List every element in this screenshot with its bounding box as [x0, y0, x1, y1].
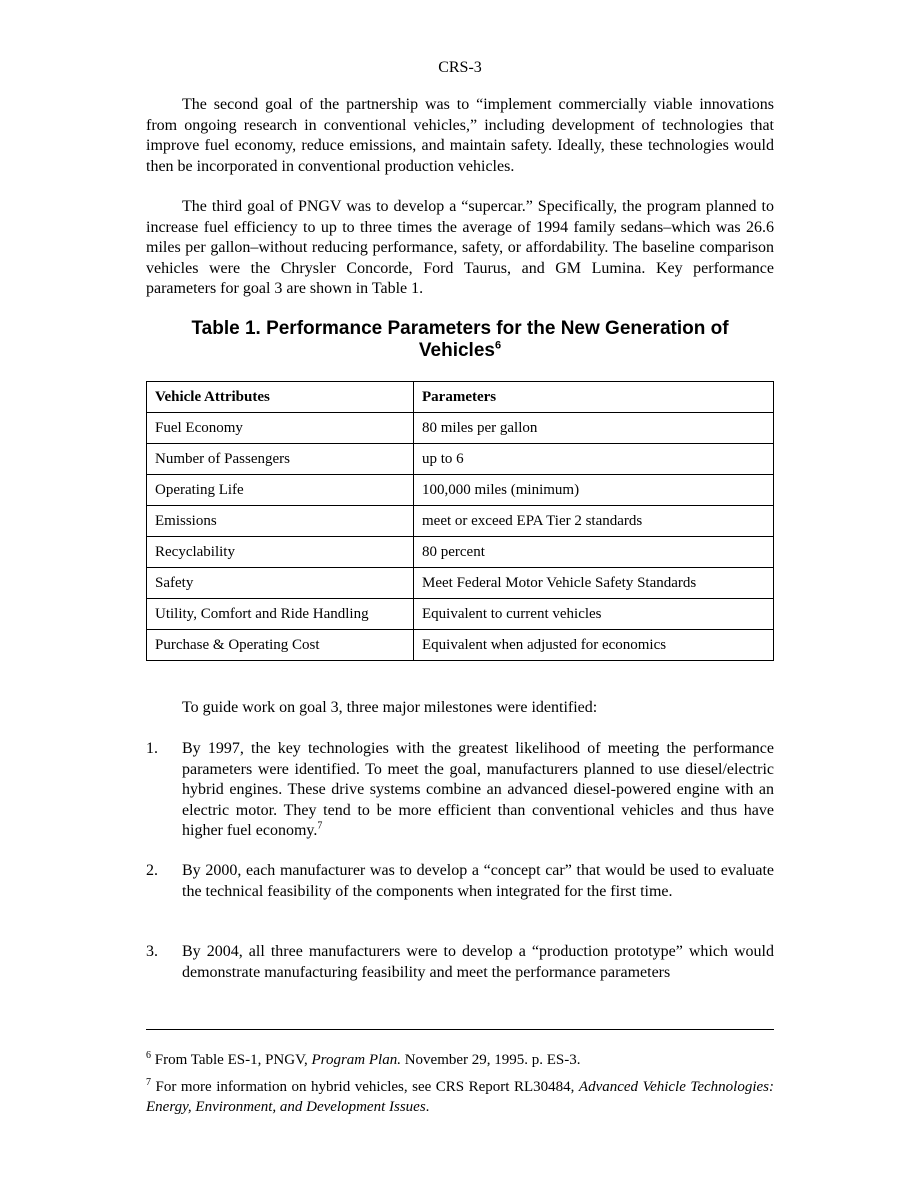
footnote-text: November 29, 1995. p. ES-3.: [400, 1052, 581, 1068]
milestone-text: By 1997, the key technologies with the greatest likelihood of meeting the performance parameters were identified. To meet the goal, manufacturers planned to use diesel/electric hybrid engines. These drive systems combine an advanced diesel-powered engine with an electric motor. They tend to be more efficient than conventional vehicles and thus have higher fuel economy.: [182, 740, 774, 839]
footnote-text: From Table ES-1, PNGV,: [151, 1052, 312, 1068]
milestone-text: By 2000, each manufacturer was to develop a “concept car” that would be used to evaluate the technical feasibility of the components when integrated for the first time.: [182, 862, 774, 900]
table-cell-attribute: Number of Passengers: [147, 444, 414, 475]
table-title: [146, 318, 774, 362]
table-cell-parameter: up to 6: [414, 444, 774, 475]
milestone-number: 1.: [146, 740, 158, 757]
table-row: [147, 599, 774, 630]
milestone-text: By 2004, all three manufacturers were to develop a “production prototype” which would demonstrate manufacturing feasibility and meet the performance parameters: [182, 943, 774, 981]
table-cell-parameter: 100,000 miles (minimum): [414, 475, 774, 506]
table-cell-attribute: Safety: [147, 568, 414, 599]
table-row: [147, 568, 774, 599]
paragraph-second-goal: The second goal of the partnership was to “implement commercially viable innovations from ongoing research in conventional vehicles,” including development of technologies that improve fuel economy, reduce emissions, and maintain safety. Ideally, these technologies would then be incorporated in conventional production vehicles.: [146, 96, 774, 175]
footnote-6: [146, 1050, 774, 1070]
milestone-item: [146, 942, 774, 983]
milestone-item: [146, 739, 774, 842]
table-cell-parameter: 80 miles per gallon: [414, 413, 774, 444]
table-cell-parameter: 80 percent: [414, 537, 774, 568]
footnote-7: [146, 1077, 774, 1117]
footnote-text: .: [425, 1099, 430, 1115]
table-row: [147, 537, 774, 568]
table-row: [147, 630, 774, 661]
table-cell-attribute: Operating Life: [147, 475, 414, 506]
table-row: [147, 444, 774, 475]
table-title-line2: Vehicles: [418, 340, 495, 361]
milestone-item: [146, 861, 774, 902]
table-cell-parameter: Equivalent to current vehicles: [414, 599, 774, 630]
table-header-cell: Parameters: [414, 382, 774, 413]
table-row: [147, 413, 774, 444]
footnote-italic: Advanced Vehicle Technologies: Energy, Environment, and Development Issues: [146, 1079, 774, 1115]
table-cell-attribute: Purchase & Operating Cost: [147, 630, 414, 661]
footnote-text: For more information on hybrid vehicles, see CRS Report RL30484,: [151, 1079, 579, 1095]
table-header-cell: Vehicle Attributes: [147, 382, 414, 413]
table-cell-parameter: meet or exceed EPA Tier 2 standards: [414, 506, 774, 537]
footnote-italic: Program Plan.: [311, 1052, 401, 1068]
footnote-mark: 7: [146, 1077, 151, 1088]
footnote-mark: 6: [146, 1050, 151, 1061]
page-header: CRS-3: [438, 59, 482, 76]
table-row: [147, 475, 774, 506]
table-title-footnote-ref[interactable]: 6: [494, 339, 502, 352]
table-header-row: [147, 382, 774, 413]
table-cell-parameter: Equivalent when adjusted for economics: [414, 630, 774, 661]
milestone-number: 3.: [146, 943, 158, 960]
milestone-number: 2.: [146, 862, 158, 879]
footnote-divider: [146, 1029, 774, 1030]
table-cell-parameter: Meet Federal Motor Vehicle Safety Standards: [414, 568, 774, 599]
paragraph-third-goal: The third goal of PNGV was to develop a “supercar.” Specifically, the program planned to increase fuel efficiency to up to three times the average of 1994 family sedans–which was 26.6 miles per gallon–without reducing performance, safety, or affordability. The baseline comparison vehicles were the Chrysler Concorde, Ford Taurus, and GM Lumina. Key performance parameters for goal 3 are shown in Table 1.: [146, 198, 774, 297]
table-cell-attribute: Utility, Comfort and Ride Handling: [147, 599, 414, 630]
table-title-line1: Table 1. Performance Parameters for the New Generation of: [191, 318, 729, 339]
table-row: [147, 506, 774, 537]
table-cell-attribute: Fuel Economy: [147, 413, 414, 444]
milestones-intro: To guide work on goal 3, three major milestones were identified:: [182, 699, 598, 716]
footnote-ref[interactable]: 7: [317, 820, 323, 832]
table-cell-attribute: Emissions: [147, 506, 414, 537]
table-cell-attribute: Recyclability: [147, 537, 414, 568]
performance-parameters-table: [146, 381, 774, 661]
